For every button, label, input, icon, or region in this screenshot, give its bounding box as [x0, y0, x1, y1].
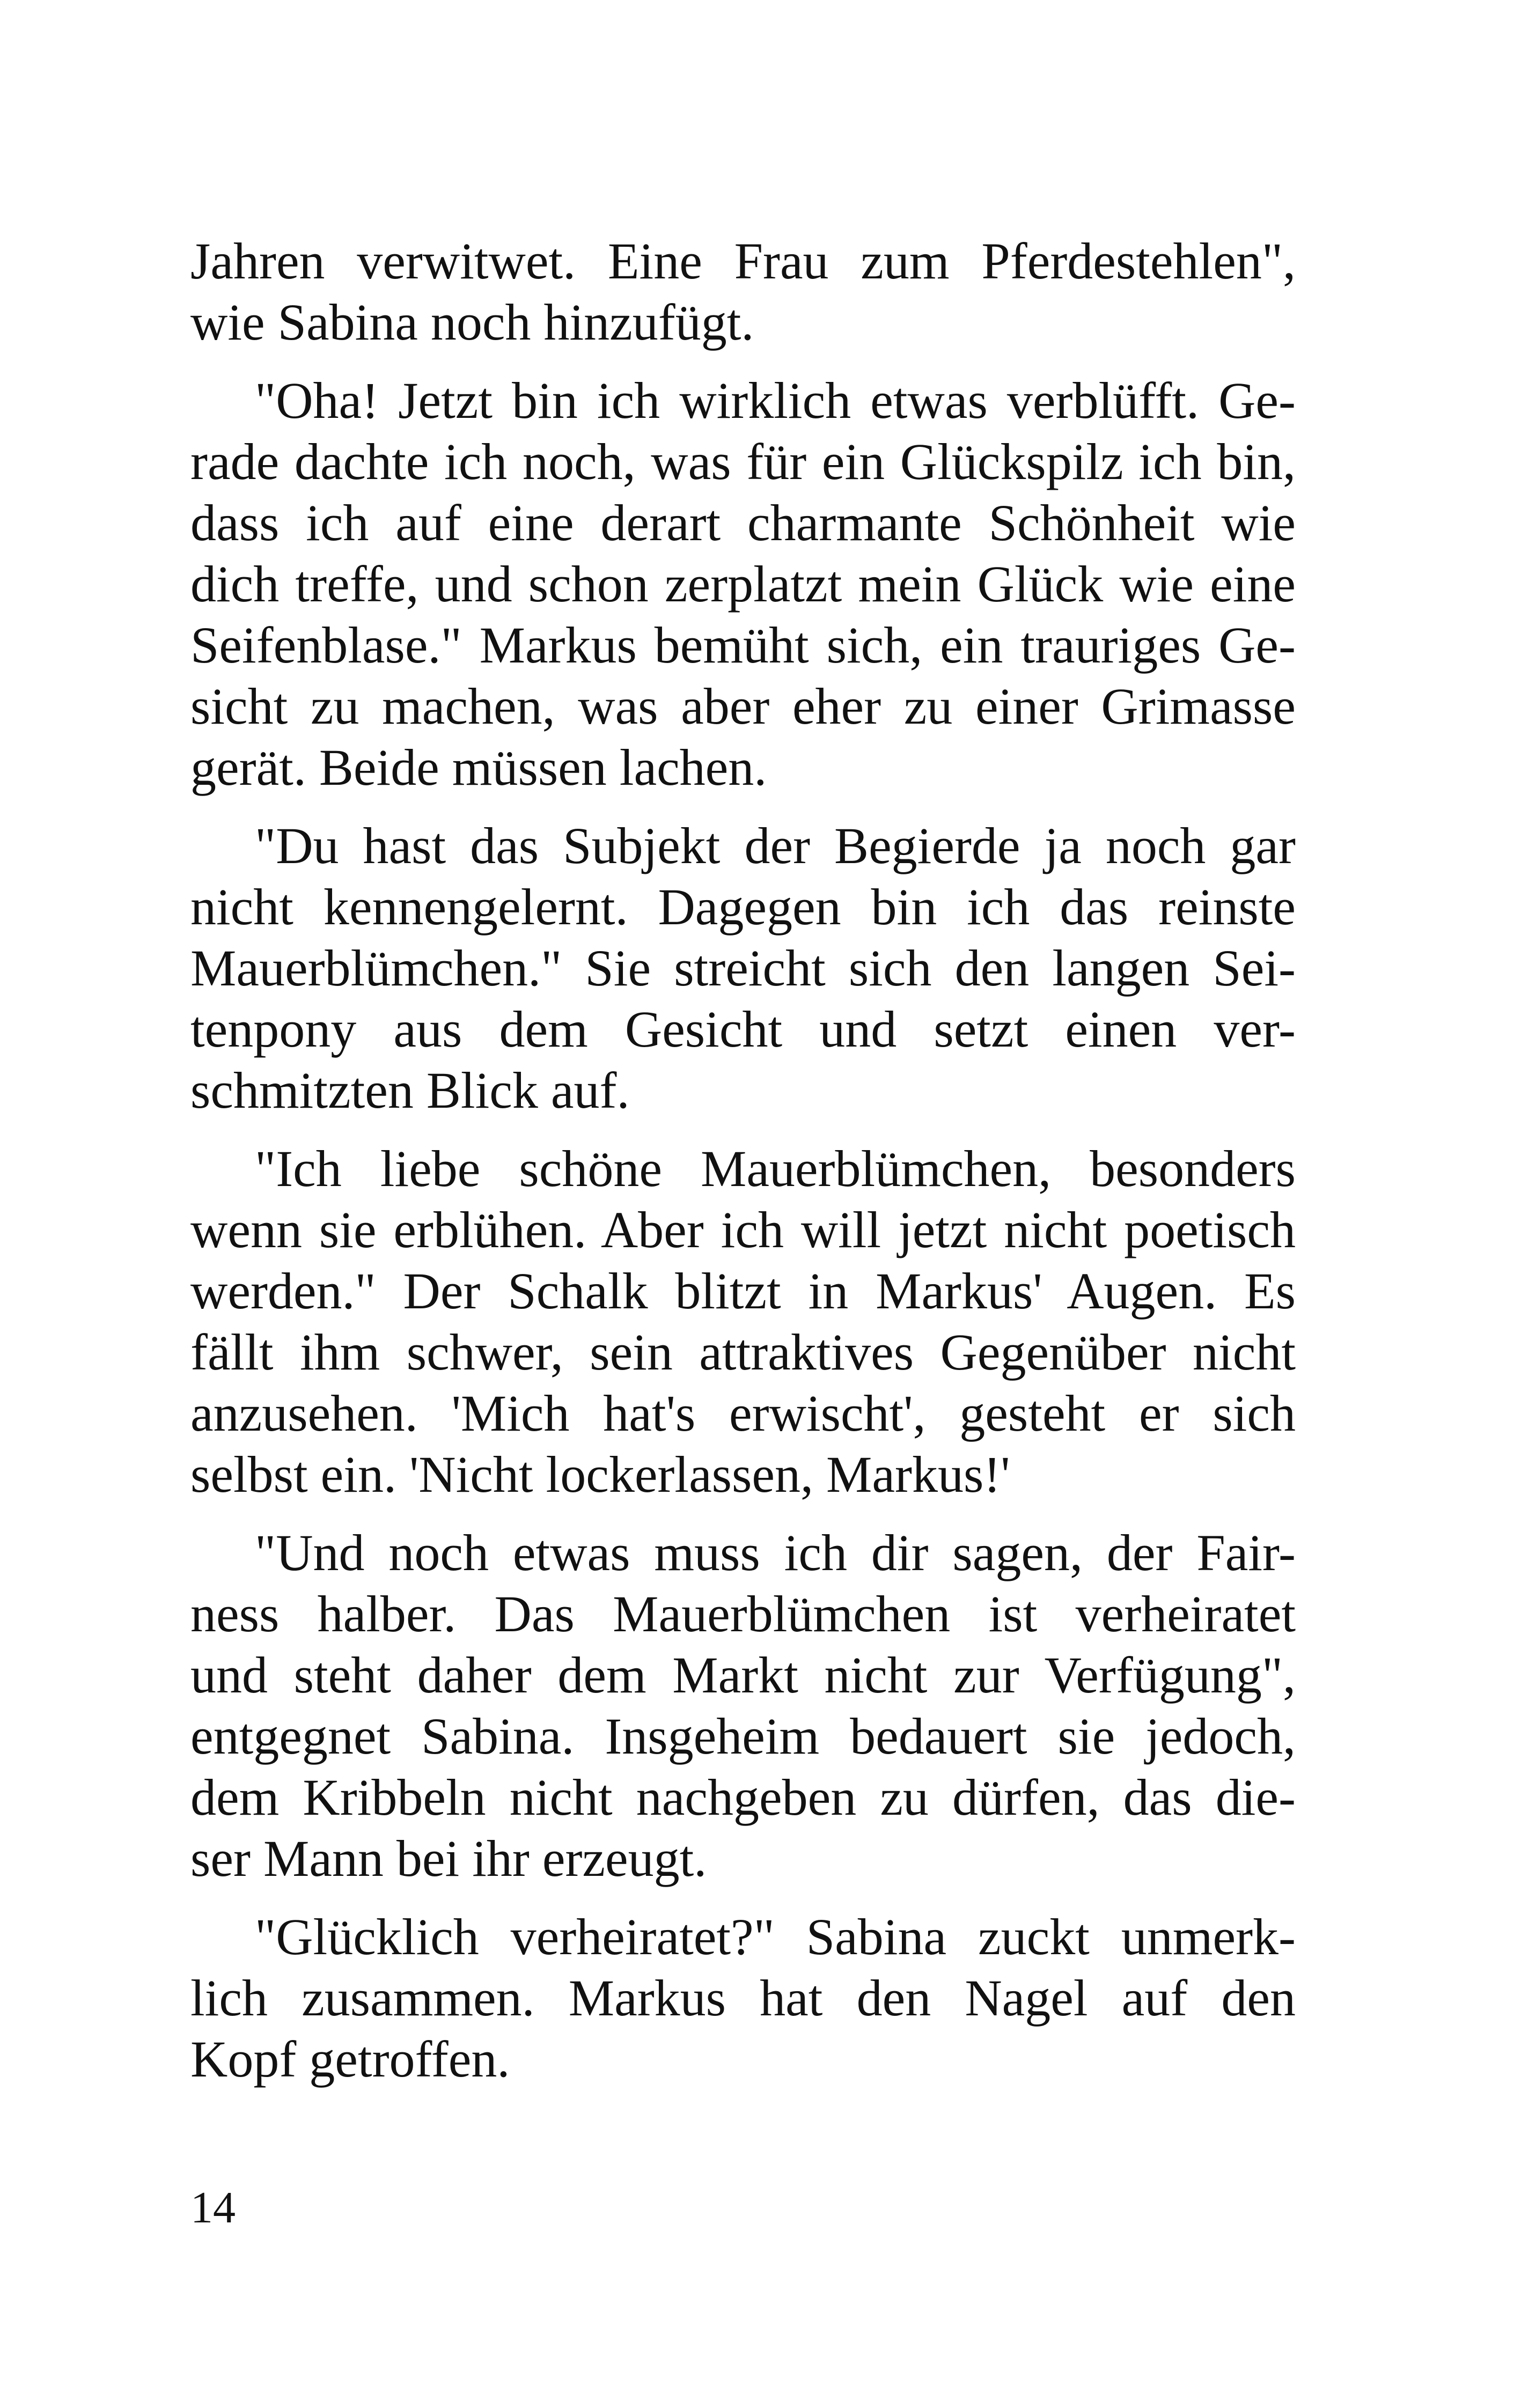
text-line: rade dachte ich noch, was für ein Glückspilz ich bin, — [190, 433, 1296, 490]
page-number: 14 — [190, 2183, 236, 2233]
paragraph — [190, 1522, 1296, 1889]
paragraph — [190, 1906, 1296, 2090]
text-line: "Du hast das Subjekt der Begierde ja noch gar — [255, 817, 1296, 874]
text-line: "Und noch etwas muss ich dir sagen, der Fair- — [255, 1524, 1296, 1581]
text-line: dem Kribbeln nicht nachgeben zu dürfen, das die- — [190, 1769, 1296, 1826]
text-line: wenn sie erblühen. Aber ich will jetzt nicht poetisch — [190, 1201, 1296, 1258]
text-line: ness halber. Das Mauerblümchen ist verheiratet — [190, 1585, 1296, 1643]
text-line: dass ich auf eine derart charmante Schönheit wie — [190, 494, 1296, 551]
text-line: ser Mann bei ihr erzeugt. — [190, 1830, 707, 1887]
paragraph — [190, 370, 1296, 798]
text-line: sicht zu machen, was aber eher zu einer Grimasse — [190, 678, 1296, 735]
text-line: tenpony aus dem Gesicht und setzt einen ver- — [190, 1000, 1296, 1058]
page-body — [190, 231, 1296, 2107]
text-line: entgegnet Sabina. Insgeheim bedauert sie jedoch, — [190, 1707, 1296, 1765]
text-line: lich zusammen. Markus hat den Nagel auf den — [190, 1969, 1296, 2027]
text-line: Kopf getroffen. — [190, 2030, 510, 2088]
text-line: Seifenblase." Markus bemüht sich, ein trauriges Ge- — [190, 616, 1296, 674]
text-line: nicht kennengelernt. Dagegen bin ich das reinste — [190, 878, 1296, 936]
text-line: gerät. Beide müssen lachen. — [190, 739, 767, 796]
text-line: dich treffe, und schon zerplatzt mein Glück wie eine — [190, 555, 1296, 613]
text-line: "Ich liebe schöne Mauerblümchen, besonders — [255, 1140, 1296, 1197]
text-line: wie Sabina noch hinzufügt. — [190, 293, 754, 351]
text-line: Mauerblümchen." Sie streicht sich den langen Sei- — [190, 939, 1296, 997]
text-line: fällt ihm schwer, sein attraktives Gegenüber nicht — [190, 1323, 1296, 1381]
paragraph — [190, 815, 1296, 1121]
text-line: schmitzten Blick auf. — [190, 1062, 630, 1119]
text-line: selbst ein. 'Nicht lockerlassen, Markus!' — [190, 1446, 1010, 1503]
text-line: "Oha! Jetzt bin ich wirklich etwas verblüfft. Ge- — [255, 372, 1296, 429]
text-line: werden." Der Schalk blitzt in Markus' Augen. Es — [190, 1262, 1296, 1320]
text-line: und steht daher dem Markt nicht zur Verfügung", — [190, 1646, 1296, 1704]
paragraph — [190, 1138, 1296, 1505]
text-line: Jahren verwitwet. Eine Frau zum Pferdestehlen", — [190, 232, 1296, 290]
paragraph — [190, 231, 1296, 353]
text-line: "Glücklich verheiratet?" Sabina zuckt unmerk- — [255, 1908, 1296, 1965]
text-line: anzusehen. 'Mich hat's erwischt', gesteht er sich — [190, 1385, 1296, 1442]
